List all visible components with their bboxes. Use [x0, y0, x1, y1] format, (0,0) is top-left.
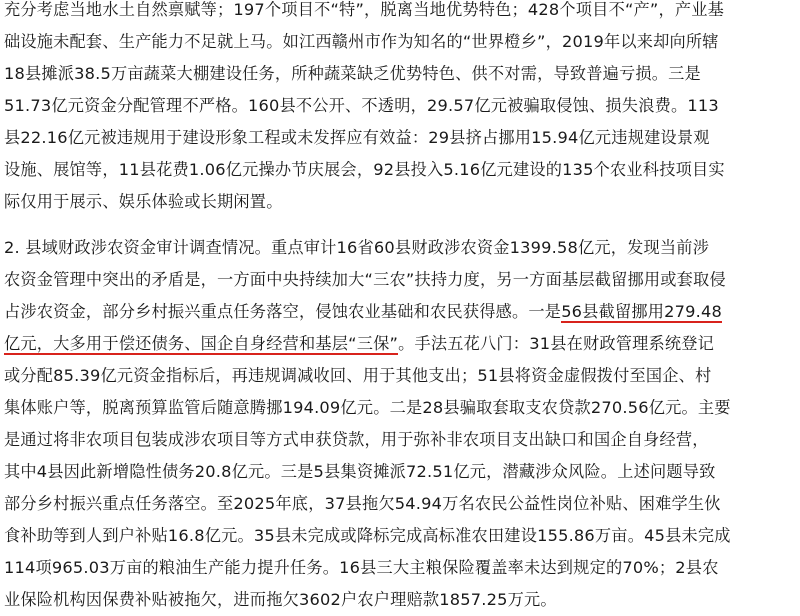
paragraph-2-line-1: 2. 县域财政涉农资金审计调查情况。重点审计16省60县财政涉农资金1399.58亿元，发现当前涉: [4, 238, 710, 257]
paragraph-2-line-3-text: 占涉农资金，部分乡村振兴重点任务落空，侵蚀农业基础和农民获得感。一是: [4, 302, 562, 321]
paragraph-1-line-7: 际仅用于展示、娱乐体验或长期闲置。: [4, 192, 283, 211]
paragraph-1-line-5: 县22.16亿元被违规用于建设形象工程或未发挥应有效益：29县挤占挪用15.94亿元违规建设景观: [4, 128, 710, 147]
paragraph-2-line-2: 农资金管理中突出的矛盾是，一方面中央持续加大“三农”扶持力度，另一方面基层截留挪用或套取侵: [4, 270, 726, 289]
paragraph-2-line-3: [4, 296, 796, 328]
paragraph-spacer: [4, 218, 796, 232]
paragraph-1-line-6: 设施、展馆等，11县花费1.06亿元操办节庆展会，92县投入5.16亿元建设的135个农业科技项目实: [4, 160, 725, 179]
highlighted-phrase-part-1: 56县截留挪用279.48: [561, 302, 722, 321]
paragraph-2-line-4-text: 。手法五花八门：31县在财政管理系统登记: [398, 334, 715, 353]
paragraph-1-line-3: 18县摊派38.5万亩蔬菜大棚建设任务，所种蔬菜缺乏优势特色、供不对需，导致普遍亏损。三是: [4, 64, 701, 83]
paragraph-2-line-6: 集体账户等，脱离预算监管后随意腾挪194.09亿元。二是28县骗取套取支农贷款270.56亿元。主要: [4, 398, 731, 417]
paragraph-1-line-2: 础设施未配套、生产能力不足就上马。如江西赣州市作为知名的“世界橙乡”，2019年以来却向所辖: [4, 32, 719, 51]
paragraph-2-line-8: 其中4县因此新增隐性债务20.8亿元。三是5县集资摊派72.51亿元，潜藏涉众风险。上述问题导致: [4, 462, 716, 481]
paragraph-2-line-5: 或分配85.39亿元资金指标后，再违规调减收回、用于其他支出；51县将资金虚假拨付至国企、村: [4, 366, 712, 385]
paragraph-2-line-9: 部分乡村振兴重点任务落空。至2025年底，37县拖欠54.94万名农民公益性岗位补贴、困难学生伙: [4, 494, 721, 513]
paragraph-1-line-4: 51.73亿元资金分配管理不严格。160县不公开、不透明，29.57亿元被骗取侵蚀、损失浪费。113: [4, 96, 719, 115]
paragraph-2-line-4: [4, 328, 796, 360]
paragraph-2-line-10: 食补助等到人到户补贴16.8亿元。35县未完成或降标完成高标准农田建设155.86万亩。45县未完成: [4, 526, 731, 545]
paragraph-2-line-12: 业保险机构因保费补贴被拖欠，进而拖欠3602户农户理赔款1857.25万元。: [4, 590, 557, 609]
paragraph-2-line-11: 114项965.03万亩的粮油生产能力提升任务。16县三大主粮保险覆盖率未达到规定的70%；2县农: [4, 558, 719, 577]
paragraph-1-line-1: 充分考虑当地水土自然禀赋等；197个项目不“特”，脱离当地优势特色；428个项目不“产”，产业基: [4, 0, 725, 19]
highlighted-phrase-part-2: 亿元，大多用于偿还债务、国企自身经营和基层“三保”: [4, 334, 399, 353]
paragraph-2-line-7: 是通过将非农项目包装成涉农项目等方式申获贷款，用于弥补非农项目支出缺口和国企自身经营，: [4, 430, 709, 449]
